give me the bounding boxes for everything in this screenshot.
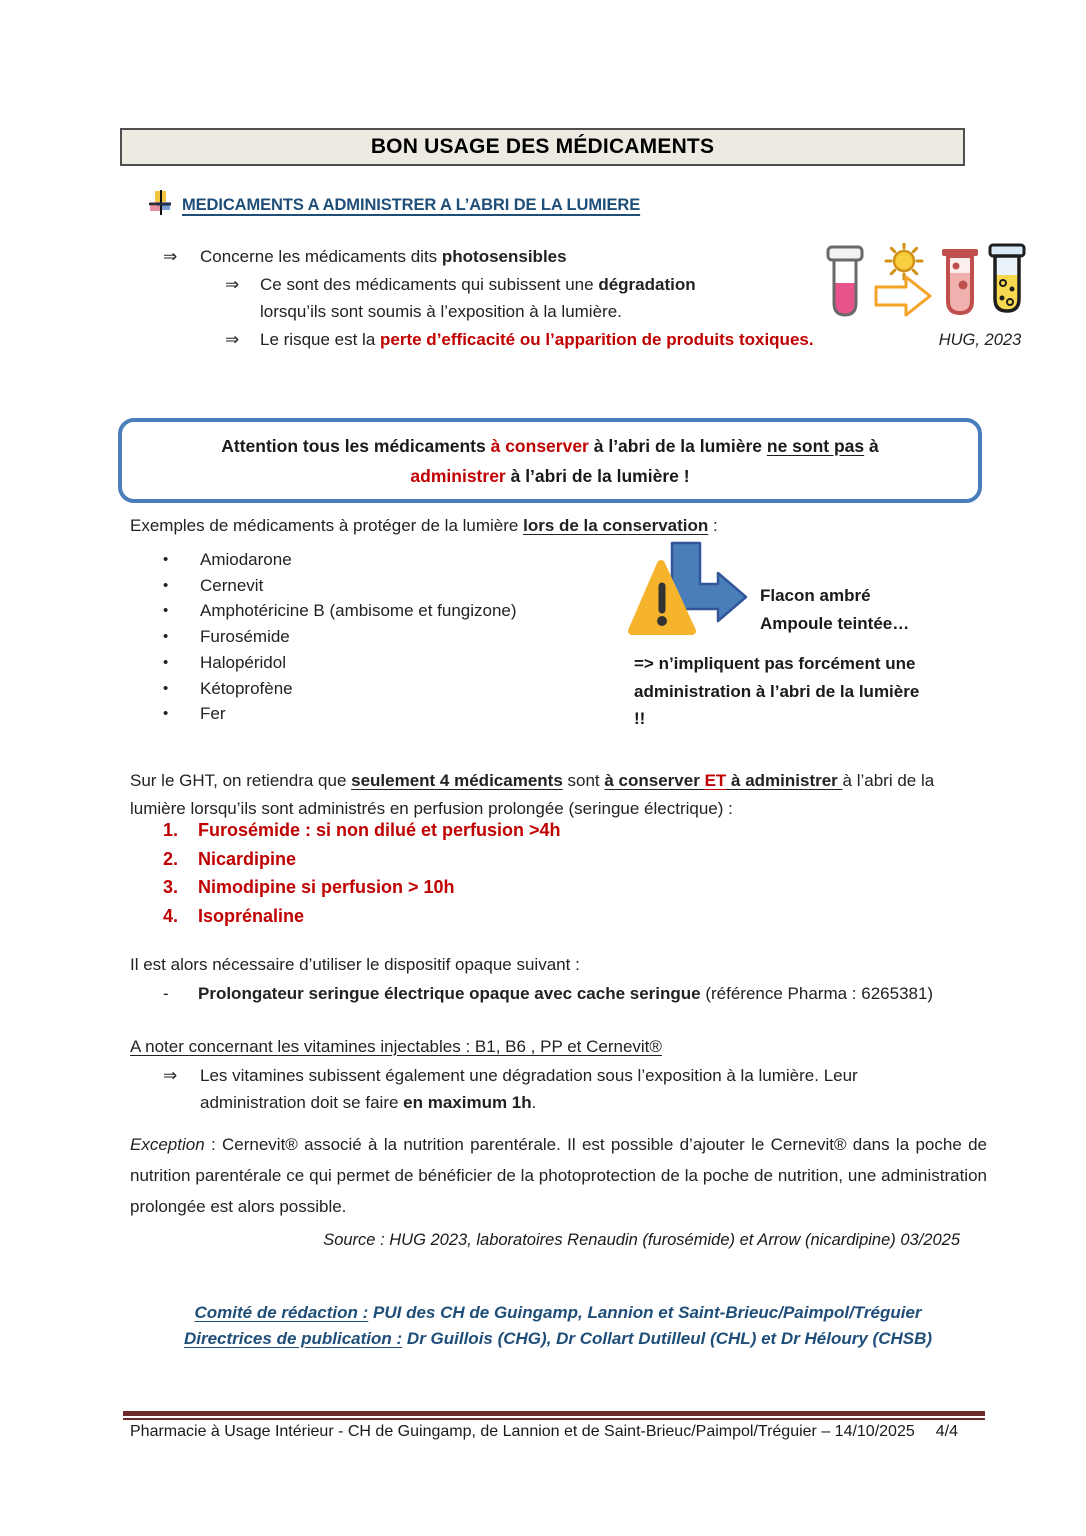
callout-line-2: administrer à l’abri de la lumière ! <box>410 465 690 486</box>
list-item <box>130 1062 940 1116</box>
title-banner <box>120 128 965 166</box>
credits-line-2: Directrices de publication : Dr Guillois (CHG), Dr Collart Dutilleul (CHL) et Dr Héloury (CHSB) <box>183 1328 933 1348</box>
test-tube-pink-icon <box>828 247 862 315</box>
test-tube-yellow-icon <box>990 245 1024 311</box>
ght-paragraph: Sur le GHT, on retiendra que seulement 4 médicaments sont à conserver ET à administrer à l’abri de la lumière lorsqu’ils sont administrés en perfusion prolongée (seringue électrique) : <box>130 771 935 818</box>
callout-line-1: Attention tous les médicaments à conserver à l’abri de la lumière ne sont pas à <box>221 435 879 456</box>
dash-bullet: - <box>163 984 169 1003</box>
bullet-dot-icon: • <box>163 576 169 594</box>
section-heading <box>148 190 640 221</box>
photodegradation-figure <box>818 243 1032 355</box>
credits-line-1: Comité de rédaction : PUI des CH de Guingamp, Lannion et Saint-Brieuc/Paimpol/Tréguier <box>194 1303 922 1322</box>
ght-medication-list <box>130 820 561 926</box>
examples-heading: Exemples de médicaments à protéger de la lumière lors de la conservation : <box>130 516 718 535</box>
double-arrow-icon: ⇒ <box>225 274 240 294</box>
vitamins-note: Les vitamines subissent également une dégradation sous l’exposition à la lumière. Leur administration doit se faire en maximum 1h. <box>200 1066 858 1112</box>
section-heading-label: MEDICAMENTS A ADMINISTRER A L’ABRI DE LA LUMIERE <box>182 196 641 214</box>
intro-line-1: Concerne les médicaments dits photosensibles <box>200 247 567 266</box>
list-item: • Furosémide <box>130 624 770 650</box>
page-title: BON USAGE DES MÉDICAMENTS <box>370 135 715 158</box>
bullet-dot-icon: • <box>163 705 169 723</box>
warning-note: => n’impliquent pas forcément une administration à l’abri de la lumière !! <box>634 654 920 728</box>
footer-text: Pharmacie à Usage Intérieur - CH de Guingamp, de Lannion et de Saint-Brieuc/Paimpol/Tréguier – 14/10/2025 <box>130 1423 915 1440</box>
sun-icon <box>886 244 922 279</box>
bullet-dot-icon: • <box>163 679 169 697</box>
right-arrow-icon <box>876 277 930 315</box>
warning-callout <box>118 418 982 503</box>
double-arrow-icon: ⇒ <box>225 329 240 349</box>
bullet-dot-icon: • <box>163 551 169 568</box>
list-item: • Kétoprofène <box>130 676 770 702</box>
test-tube-red-icon <box>942 249 978 313</box>
double-arrow-icon: ⇒ <box>163 1066 178 1085</box>
figure-illustration <box>818 243 1032 327</box>
list-item: • Cernevit <box>130 573 770 599</box>
vitamins-section <box>130 1035 940 1116</box>
list-item <box>130 243 836 271</box>
bullet-dot-icon: • <box>163 602 169 620</box>
vitamins-heading: A noter concernant les vitamines injectables : B1, B6 , PP et Cernevit® <box>130 1037 662 1056</box>
page-footer <box>130 1423 958 1441</box>
list-item: 1. Furosémide : si non dilué et perfusion >4h <box>163 820 561 840</box>
list-item <box>130 326 836 354</box>
page-number: 4/4 <box>935 1423 958 1440</box>
list-item: 2. Nicardipine <box>163 848 297 869</box>
device-item: Prolongateur seringue électrique opaque avec cache seringue (référence Pharma : 6265381) <box>198 984 934 1003</box>
list-item <box>130 271 836 326</box>
list-item: 4. Isoprénaline <box>163 905 305 926</box>
exception-paragraph: Exception : Cernevit® associé à la nutrition parentérale. Il est possible d’ajouter le Cernevit® dans la poche de nutrition parentérale ce qui permet de bénéficier de la photoprotection de la poche de nutrition, une administration prolongée est alors possible. <box>130 1135 987 1216</box>
credits-block <box>130 1300 986 1351</box>
device-section <box>130 951 988 1008</box>
intro-line-2: Ce sont des médicaments qui subissent une dégradation lorsqu’ils sont soumis à l’exposition à la lumière. <box>260 274 696 321</box>
double-arrow-icon: ⇒ <box>163 247 178 266</box>
figure-caption: HUG, 2023 <box>938 331 1022 349</box>
list-item: • Amphotéricine B (ambisome et fungizone) <box>130 598 770 624</box>
list-item: 3. Nimodipine si perfusion > 10h <box>163 877 455 898</box>
colored-squares-bullet-icon <box>148 190 172 221</box>
list-item: • Amiodarone <box>130 547 770 573</box>
list-item: • Fer <box>130 701 770 727</box>
bullet-dot-icon: • <box>163 653 169 671</box>
list-item: • Halopéridol <box>130 650 770 676</box>
intro-list <box>130 243 836 353</box>
device-intro: Il est alors nécessaire d’utiliser le dispositif opaque suivant : <box>130 955 580 974</box>
footer-rule <box>123 1411 985 1420</box>
intro-line-3: Le risque est la perte d’efficacité ou l’apparition de produits toxiques. <box>260 329 814 349</box>
warning-caption: Flacon ambré Ampoule teintée… <box>760 586 910 633</box>
amber-vial-warning <box>628 540 990 750</box>
bullet-dot-icon: • <box>163 628 169 646</box>
list-item <box>130 980 988 1008</box>
source-line: Source : HUG 2023, laboratoires Renaudin (furosémide) et Arrow (nicardipine) 03/2025 <box>323 1231 960 1249</box>
